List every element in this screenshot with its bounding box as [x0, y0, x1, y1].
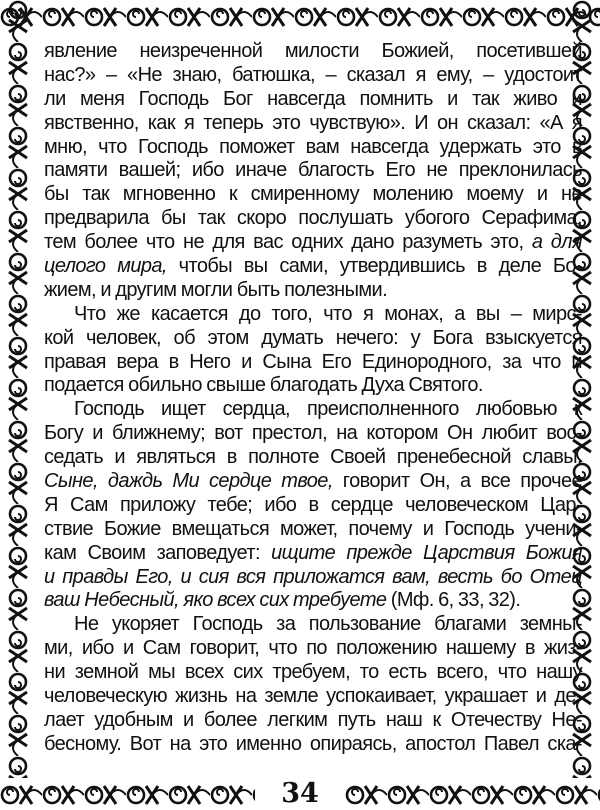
text-segment: ни земной мы всех сих требуем, то есть всего, что нашу	[44, 661, 582, 684]
ornamental-border-bottom-right	[345, 778, 600, 810]
text-segment: Богу и ближнему; вот престол, на котором Он любит вос-	[44, 422, 582, 445]
text-line	[44, 542, 582, 566]
text-line	[44, 398, 582, 422]
italic-text-segment: и правды Его, и сия вся приложатся вам, весть бо Отец	[44, 565, 582, 588]
text-line	[44, 207, 582, 231]
text-segment: бы так мгновенно к смиренному молению моему и не	[44, 183, 582, 206]
text-segment: явление неизреченной милости Божией, посетившей	[44, 40, 582, 62]
text-line	[44, 422, 582, 446]
text-segment: ствие Божие вмещаться может, почему и Господь учени-	[44, 517, 582, 540]
italic-text-segment: ищите прежде Царствия Божия	[271, 541, 583, 564]
italic-text-segment: ваш Небесный, яко всех сих требуете	[44, 589, 387, 612]
text-line	[44, 733, 582, 757]
text-segment: тем более что не для вас одних дано разуметь это,	[44, 231, 532, 254]
text-segment: говорит Он, а все прочее	[332, 470, 582, 493]
text-segment: нас?» – «Не знаю, батюшка, – сказал я ему, – удостоит	[44, 63, 582, 86]
text-line	[44, 351, 582, 375]
text-segment: подается обильно свыше благодать Духа Святого.	[44, 374, 483, 397]
text-line	[44, 136, 582, 160]
text-line	[44, 470, 582, 494]
text-line	[44, 446, 582, 470]
text-segment: человеческую жизнь на земле успокаивает, украшает и де-	[44, 685, 582, 708]
text-line	[44, 183, 582, 207]
text-segment: памяти вашей; ибо иначе благость Его не преклонилась	[44, 159, 582, 182]
text-segment: Не укоряет Господь за пользование благами земны-	[74, 613, 582, 636]
text-line	[44, 255, 582, 279]
text-segment: явственно, как я теперь это чувствую». И он сказал: «А я	[44, 111, 582, 134]
italic-text-segment: а для	[531, 231, 582, 254]
text-line	[44, 589, 582, 613]
ornamental-border-top	[0, 0, 600, 34]
text-line	[44, 112, 582, 136]
text-line	[44, 494, 582, 518]
text-line	[44, 303, 582, 327]
page-number: 34	[281, 778, 319, 809]
text-line	[44, 88, 582, 112]
ornamental-border-left	[0, 0, 36, 810]
text-line	[44, 279, 582, 303]
text-segment: мню, что Господь поможет вам навсегда удержать это в	[44, 135, 582, 158]
text-segment: бесному. Вот на это именно опираясь, апостол Павел ска-	[44, 732, 582, 755]
text-segment: чтобы вы сами, утвердившись в деле Бо-	[166, 255, 582, 278]
text-line	[44, 374, 582, 398]
text-line	[44, 685, 582, 709]
text-segment: предварила бы так скоро послушать убогого Серафима,	[44, 207, 582, 230]
text-line	[44, 637, 582, 661]
text-line	[44, 661, 582, 685]
text-line	[44, 159, 582, 183]
text-segment: кой человек, об этом думать нечего: у Бога взыскуется	[44, 326, 582, 349]
text-segment: (Мф. 6, 33, 32).	[386, 589, 521, 612]
text-segment: Что же касается до того, что я монах, а вы – мирс-	[74, 302, 582, 325]
text-segment: кам Своим заповедует:	[44, 541, 272, 564]
text-segment: ми, ибо и Сам говорит, что по положению нашему в жиз-	[44, 637, 582, 660]
text-segment: правая вера в Него и Сына Его Единородного, за что и	[44, 350, 582, 373]
text-segment: жием, и другим могли быть полезными.	[44, 278, 388, 301]
text-segment: ли меня Господь Бог навсегда помнить и так живо и	[44, 87, 582, 110]
text-segment: лает удобным и более легким путь наш к Отечеству Не-	[44, 708, 582, 731]
text-line	[44, 40, 582, 64]
text-line	[44, 327, 582, 351]
ornamental-border-bottom-left	[0, 778, 255, 810]
text-line	[44, 518, 582, 542]
text-segment: Господь ищет сердца, преисполненного любовью к	[74, 398, 582, 421]
text-segment: седать и являться в полноте Своей пренебесной славы.	[44, 446, 582, 469]
italic-text-segment: Сыне, даждь Ми сердце твое,	[44, 470, 333, 493]
italic-text-segment: целого мира,	[44, 255, 167, 278]
text-line	[44, 231, 582, 255]
body-text	[44, 40, 582, 757]
text-line	[44, 566, 582, 590]
text-line	[44, 709, 582, 733]
text-line	[44, 613, 582, 637]
text-line	[44, 64, 582, 88]
text-segment: Я Сам приложу тебе; ибо в сердце человеческом Цар-	[44, 493, 582, 516]
